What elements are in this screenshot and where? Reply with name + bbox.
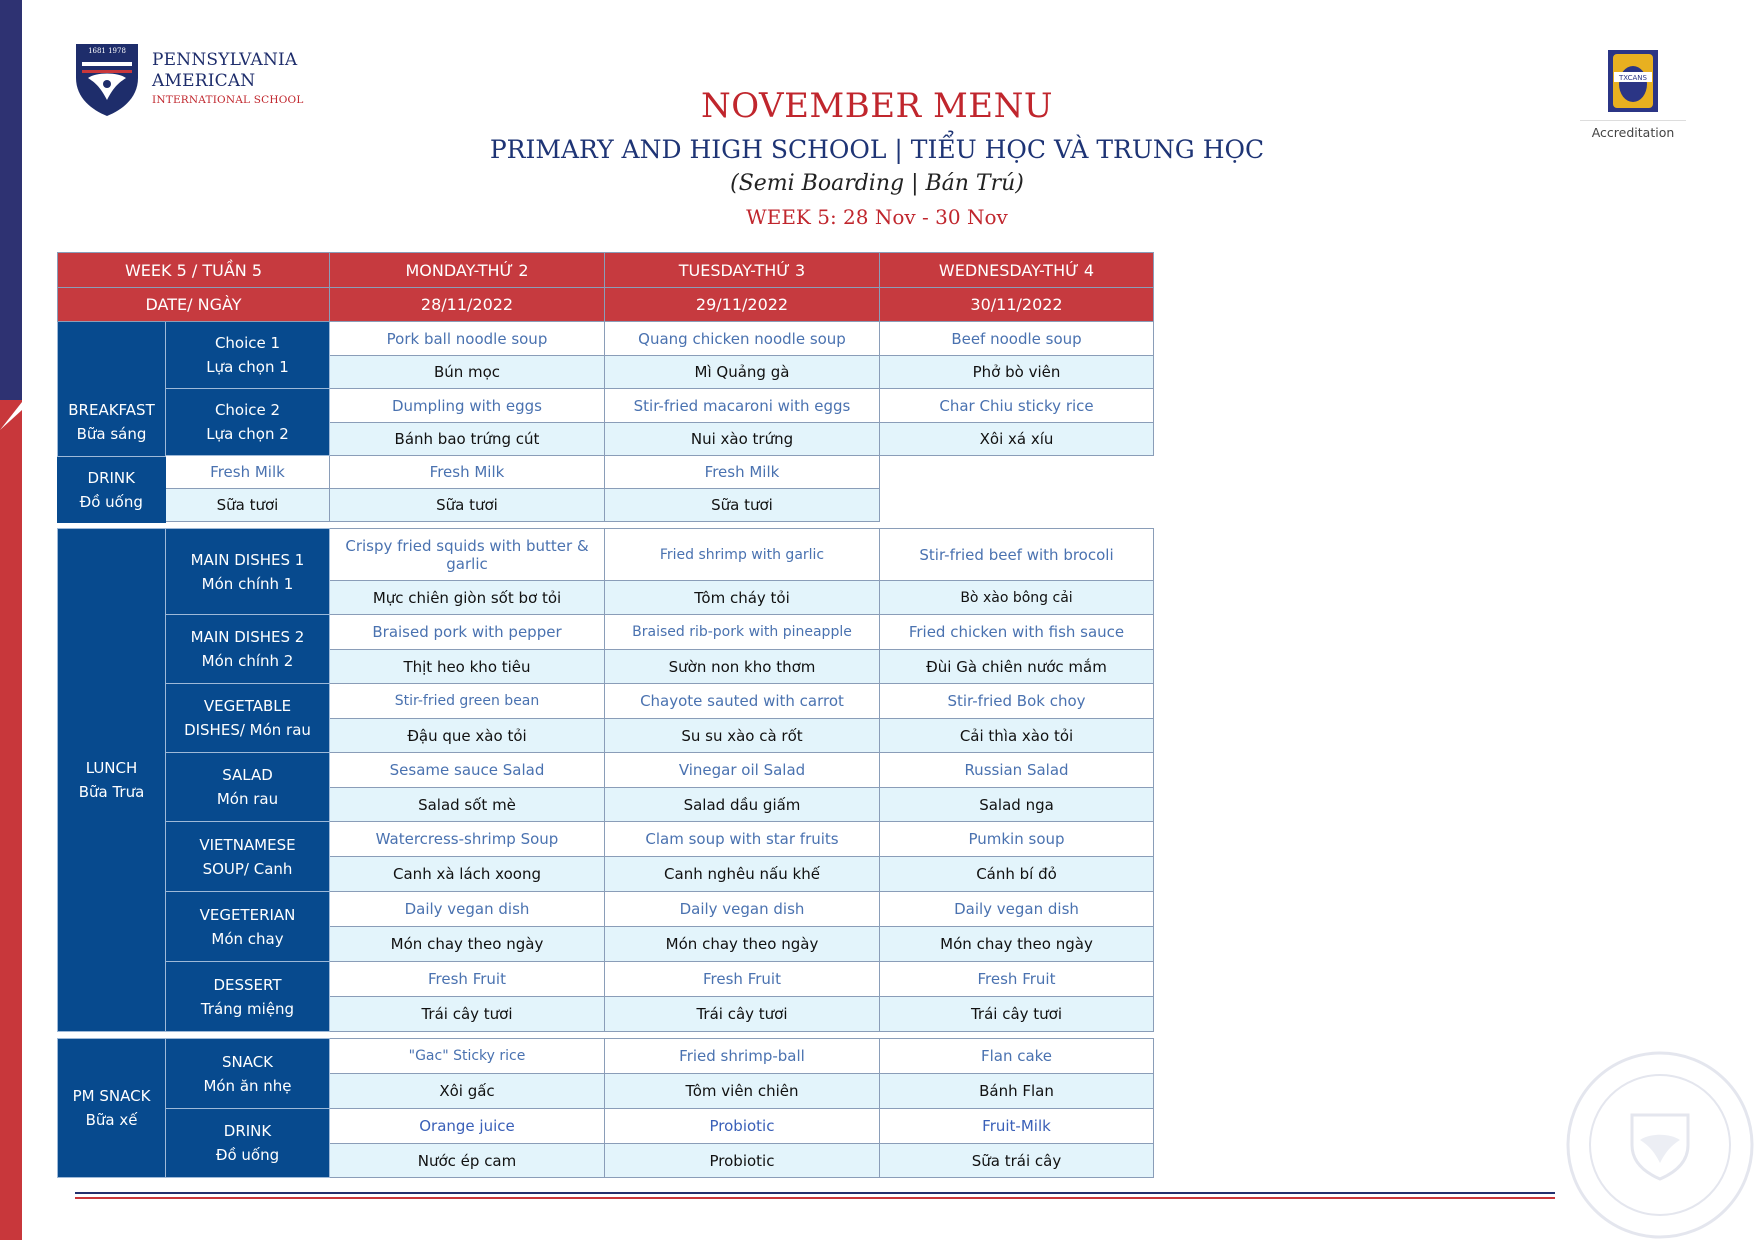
pm-snack-snack-label bbox=[166, 1039, 330, 1109]
lunch-salad-label bbox=[166, 753, 330, 822]
dish-en: Fresh Milk bbox=[330, 456, 605, 489]
dish-en: Stir-fried Bok choy bbox=[880, 684, 1154, 719]
day-monday: MONDAY-THỨ 2 bbox=[330, 253, 605, 288]
crest-text: 1681 1978 bbox=[88, 47, 126, 55]
dish-vi: Thịt heo kho tiêu bbox=[330, 650, 605, 684]
accreditation-label: Accreditation bbox=[1580, 120, 1686, 140]
footer-rule-blue bbox=[75, 1192, 1555, 1194]
dish-vi: Probiotic bbox=[605, 1144, 880, 1178]
dish-vi: Cánh bí đỏ bbox=[880, 857, 1154, 892]
dish-vi: Bò xào bông cải bbox=[880, 581, 1154, 615]
day-tuesday: TUESDAY-THỨ 3 bbox=[605, 253, 880, 288]
breakfast-choice1-label bbox=[166, 322, 330, 389]
date-monday: 28/11/2022 bbox=[330, 288, 605, 322]
lunch-dessert-label bbox=[166, 962, 330, 1032]
vegetable-label-en: VEGETABLE bbox=[203, 697, 292, 715]
dish-vi: Nui xào trứng bbox=[605, 423, 880, 456]
main2-label-vi: Món chính 2 bbox=[201, 652, 294, 670]
salad-label-vi: Món rau bbox=[216, 790, 279, 808]
dish-en: Beef noodle soup bbox=[880, 322, 1154, 356]
dish-vi: Sườn non kho thơm bbox=[605, 650, 880, 684]
vegetable-label-vi: DISHES/ Món rau bbox=[184, 721, 311, 739]
vegetarian-label-en: VEGETERIAN bbox=[199, 905, 296, 924]
dish-en: Flan cake bbox=[880, 1039, 1154, 1074]
choice1-label-en: Choice 1 bbox=[214, 334, 281, 352]
breakfast-label-vi: Bữa sáng bbox=[76, 424, 147, 443]
side-band-blue bbox=[0, 0, 22, 410]
pm-snack-label-en: PM SNACK bbox=[72, 1087, 151, 1105]
pm-snack-drink-label bbox=[166, 1109, 330, 1178]
dish-vi: Mực chiên giòn sốt bơ tỏi bbox=[330, 581, 605, 615]
side-band-red bbox=[0, 400, 22, 1240]
dish-vi: Salad dầu giấm bbox=[605, 788, 880, 822]
dish-vi: Bánh bao trứng cút bbox=[330, 423, 605, 456]
dish-en: Crispy fried squids with butter & garlic bbox=[330, 529, 605, 581]
vegetarian-label-vi: Món chay bbox=[211, 929, 284, 948]
dish-en: Fried shrimp-ball bbox=[605, 1039, 880, 1074]
dish-en: Daily vegan dish bbox=[880, 892, 1154, 927]
table-row bbox=[58, 615, 1154, 650]
lunch-label-vi: Bữa Trưa bbox=[78, 783, 145, 801]
date-wednesday: 30/11/2022 bbox=[880, 288, 1154, 322]
page-subtitle-boarding: (Semi Boarding | Bán Trú) bbox=[730, 171, 1024, 196]
dish-en: Pork ball noodle soup bbox=[330, 322, 605, 356]
breakfast-choice2-label bbox=[166, 389, 330, 456]
snack-label-en: SNACK bbox=[221, 1052, 274, 1071]
dish-vi: Xôi gấc bbox=[330, 1074, 605, 1109]
school-name-line1: PENNSYLVANIA bbox=[152, 50, 298, 70]
table-row bbox=[58, 684, 1154, 719]
table-row bbox=[58, 1109, 1154, 1144]
week-range: WEEK 5: 28 Nov - 30 Nov bbox=[746, 205, 1008, 229]
footer-rule-red bbox=[75, 1197, 1555, 1199]
dish-en: Dumpling with eggs bbox=[330, 389, 605, 423]
dish-en: Watercress-shrimp Soup bbox=[330, 822, 605, 857]
dish-en: Stir-fried green bean bbox=[330, 684, 605, 719]
dish-en: Russian Salad bbox=[880, 753, 1154, 788]
table-row bbox=[58, 489, 1154, 522]
main2-label-en: MAIN DISHES 2 bbox=[190, 628, 305, 646]
table-row bbox=[58, 892, 1154, 927]
page-subtitle: PRIMARY AND HIGH SCHOOL | TIỂU HỌC VÀ TRUNG HỌC bbox=[489, 135, 1265, 164]
dish-en: Pumkin soup bbox=[880, 822, 1154, 857]
snack-label-vi: Món ăn nhẹ bbox=[203, 1076, 292, 1095]
side-band bbox=[0, 0, 22, 1240]
dish-vi: Nước ép cam bbox=[330, 1144, 605, 1178]
table-row bbox=[58, 1039, 1154, 1074]
dish-en: Fried shrimp with garlic bbox=[605, 529, 880, 581]
section-gap bbox=[58, 1032, 1154, 1039]
pm-drink-label-en: DRINK bbox=[223, 1122, 272, 1140]
dish-vi: Sữa tươi bbox=[330, 489, 605, 522]
salad-label-en: SALAD bbox=[222, 766, 273, 784]
dish-en: Fresh Fruit bbox=[605, 962, 880, 997]
table-row bbox=[58, 753, 1154, 788]
dish-vi: Đùi Gà chiên nước mắm bbox=[880, 650, 1154, 684]
main1-label-vi: Món chính 1 bbox=[201, 574, 294, 593]
dish-en: Stir-fried macaroni with eggs bbox=[605, 389, 880, 423]
dish-en: Fresh Milk bbox=[605, 456, 880, 489]
dish-en: Fresh Fruit bbox=[330, 962, 605, 997]
date-label: DATE/ NGÀY bbox=[58, 288, 330, 322]
table-row bbox=[58, 389, 1154, 423]
dish-en: Daily vegan dish bbox=[330, 892, 605, 927]
dish-en: Fresh Milk bbox=[166, 456, 330, 489]
pm-drink-label-vi: Đồ uống bbox=[215, 1146, 280, 1164]
dish-en: Clam soup with star fruits bbox=[605, 822, 880, 857]
dish-en: Fried chicken with fish sauce bbox=[880, 615, 1154, 650]
week-label: WEEK 5 / TUẦN 5 bbox=[58, 253, 330, 288]
dish-vi: Canh xà lách xoong bbox=[330, 857, 605, 892]
dish-vi: Xôi xá xíu bbox=[880, 423, 1154, 456]
accreditation-logo-text: TXCANS bbox=[1619, 74, 1647, 82]
choice2-label-vi: Lựa chọn 2 bbox=[206, 425, 289, 443]
breakfast-label-en: BREAKFAST bbox=[68, 400, 155, 419]
day-wednesday: WEDNESDAY-THỨ 4 bbox=[880, 253, 1154, 288]
dish-en: Braised rib-pork with pineapple bbox=[605, 615, 880, 650]
lunch-vegetarian-label bbox=[166, 892, 330, 962]
accreditation-logo-icon bbox=[1608, 50, 1658, 112]
menu-table bbox=[57, 252, 1154, 1178]
dish-vi: Sữa tươi bbox=[605, 489, 880, 522]
lunch-soup-label bbox=[166, 822, 330, 892]
choice1-label-vi: Lựa chọn 1 bbox=[206, 358, 289, 376]
dish-vi: Tôm viên chiên bbox=[605, 1074, 880, 1109]
table-row bbox=[58, 456, 1154, 489]
dish-vi: Bánh Flan bbox=[880, 1074, 1154, 1109]
dish-vi: Cải thìa xào tỏi bbox=[880, 719, 1154, 753]
dish-vi: Sữa tươi bbox=[166, 489, 330, 522]
dish-vi: Salad nga bbox=[880, 788, 1154, 822]
dish-vi: Món chay theo ngày bbox=[330, 927, 605, 962]
main1-label-en: MAIN DISHES 1 bbox=[190, 550, 305, 569]
dish-en: "Gac" Sticky rice bbox=[330, 1039, 605, 1074]
dish-vi: Trái cây tươi bbox=[880, 997, 1154, 1032]
dish-vi: Bún mọc bbox=[330, 356, 605, 389]
choice2-label-en: Choice 2 bbox=[214, 401, 281, 419]
table-row bbox=[58, 529, 1154, 581]
dish-vi: Trái cây tươi bbox=[330, 997, 605, 1032]
dish-en: Orange juice bbox=[330, 1109, 605, 1144]
lunch-label-en: LUNCH bbox=[85, 759, 138, 777]
dish-en: Sesame sauce Salad bbox=[330, 753, 605, 788]
pm-snack-section-label bbox=[58, 1039, 166, 1178]
date-tuesday: 29/11/2022 bbox=[605, 288, 880, 322]
dessert-label-en: DESSERT bbox=[213, 975, 282, 994]
dish-vi: Món chay theo ngày bbox=[880, 927, 1154, 962]
school-name-line3: INTERNATIONAL SCHOOL bbox=[152, 94, 304, 106]
table-row bbox=[58, 822, 1154, 857]
lunch-section-label bbox=[58, 529, 166, 1032]
school-seal-watermark-icon bbox=[1560, 1045, 1754, 1239]
page-title: NOVEMBER MENU bbox=[701, 86, 1053, 126]
dish-en: Vinegar oil Salad bbox=[605, 753, 880, 788]
dish-vi: Salad sốt mè bbox=[330, 788, 605, 822]
table-row bbox=[58, 962, 1154, 997]
header-row-days bbox=[58, 253, 1154, 288]
menu-header bbox=[230, 84, 1524, 230]
dish-vi: Trái cây tươi bbox=[605, 997, 880, 1032]
drink-label-en: DRINK bbox=[87, 468, 135, 487]
table-row bbox=[58, 322, 1154, 356]
soup-label-en: VIETNAMESE bbox=[199, 835, 296, 854]
lunch-vegetable-label bbox=[166, 684, 330, 753]
dish-en: Chayote sauted with carrot bbox=[605, 684, 880, 719]
pm-snack-label-vi: Bữa xế bbox=[85, 1111, 138, 1129]
accreditation-badge bbox=[1580, 50, 1686, 140]
lunch-main1-label bbox=[166, 529, 330, 615]
dish-vi: Mì Quảng gà bbox=[605, 356, 880, 389]
dish-en: Probiotic bbox=[605, 1109, 880, 1144]
dish-en: Daily vegan dish bbox=[605, 892, 880, 927]
dish-vi: Đậu que xào tỏi bbox=[330, 719, 605, 753]
dish-en: Fresh Fruit bbox=[880, 962, 1154, 997]
section-gap bbox=[58, 522, 1154, 529]
dish-vi: Phở bò viên bbox=[880, 356, 1154, 389]
dish-vi: Tôm cháy tỏi bbox=[605, 581, 880, 615]
school-name-line2: AMERICAN bbox=[152, 71, 256, 91]
dish-en: Quang chicken noodle soup bbox=[605, 322, 880, 356]
dish-en: Braised pork with pepper bbox=[330, 615, 605, 650]
header-row-dates bbox=[58, 288, 1154, 322]
dessert-label-vi: Tráng miệng bbox=[200, 999, 295, 1018]
lunch-main2-label bbox=[166, 615, 330, 684]
dish-vi: Canh nghêu nấu khế bbox=[605, 857, 880, 892]
soup-label-vi: SOUP/ Canh bbox=[202, 859, 293, 878]
dish-vi: Món chay theo ngày bbox=[605, 927, 880, 962]
breakfast-drink-label bbox=[57, 456, 166, 523]
school-crest-icon bbox=[74, 42, 140, 118]
dish-en: Char Chiu sticky rice bbox=[880, 389, 1154, 423]
dish-en: Stir-fried beef with brocoli bbox=[880, 529, 1154, 581]
dish-vi: Su su xào cà rốt bbox=[605, 719, 880, 753]
drink-label-vi: Đồ uống bbox=[79, 492, 143, 511]
side-band-diagonal bbox=[0, 380, 22, 430]
dish-vi: Sữa trái cây bbox=[880, 1144, 1154, 1178]
dish-en: Fruit-Milk bbox=[880, 1109, 1154, 1144]
